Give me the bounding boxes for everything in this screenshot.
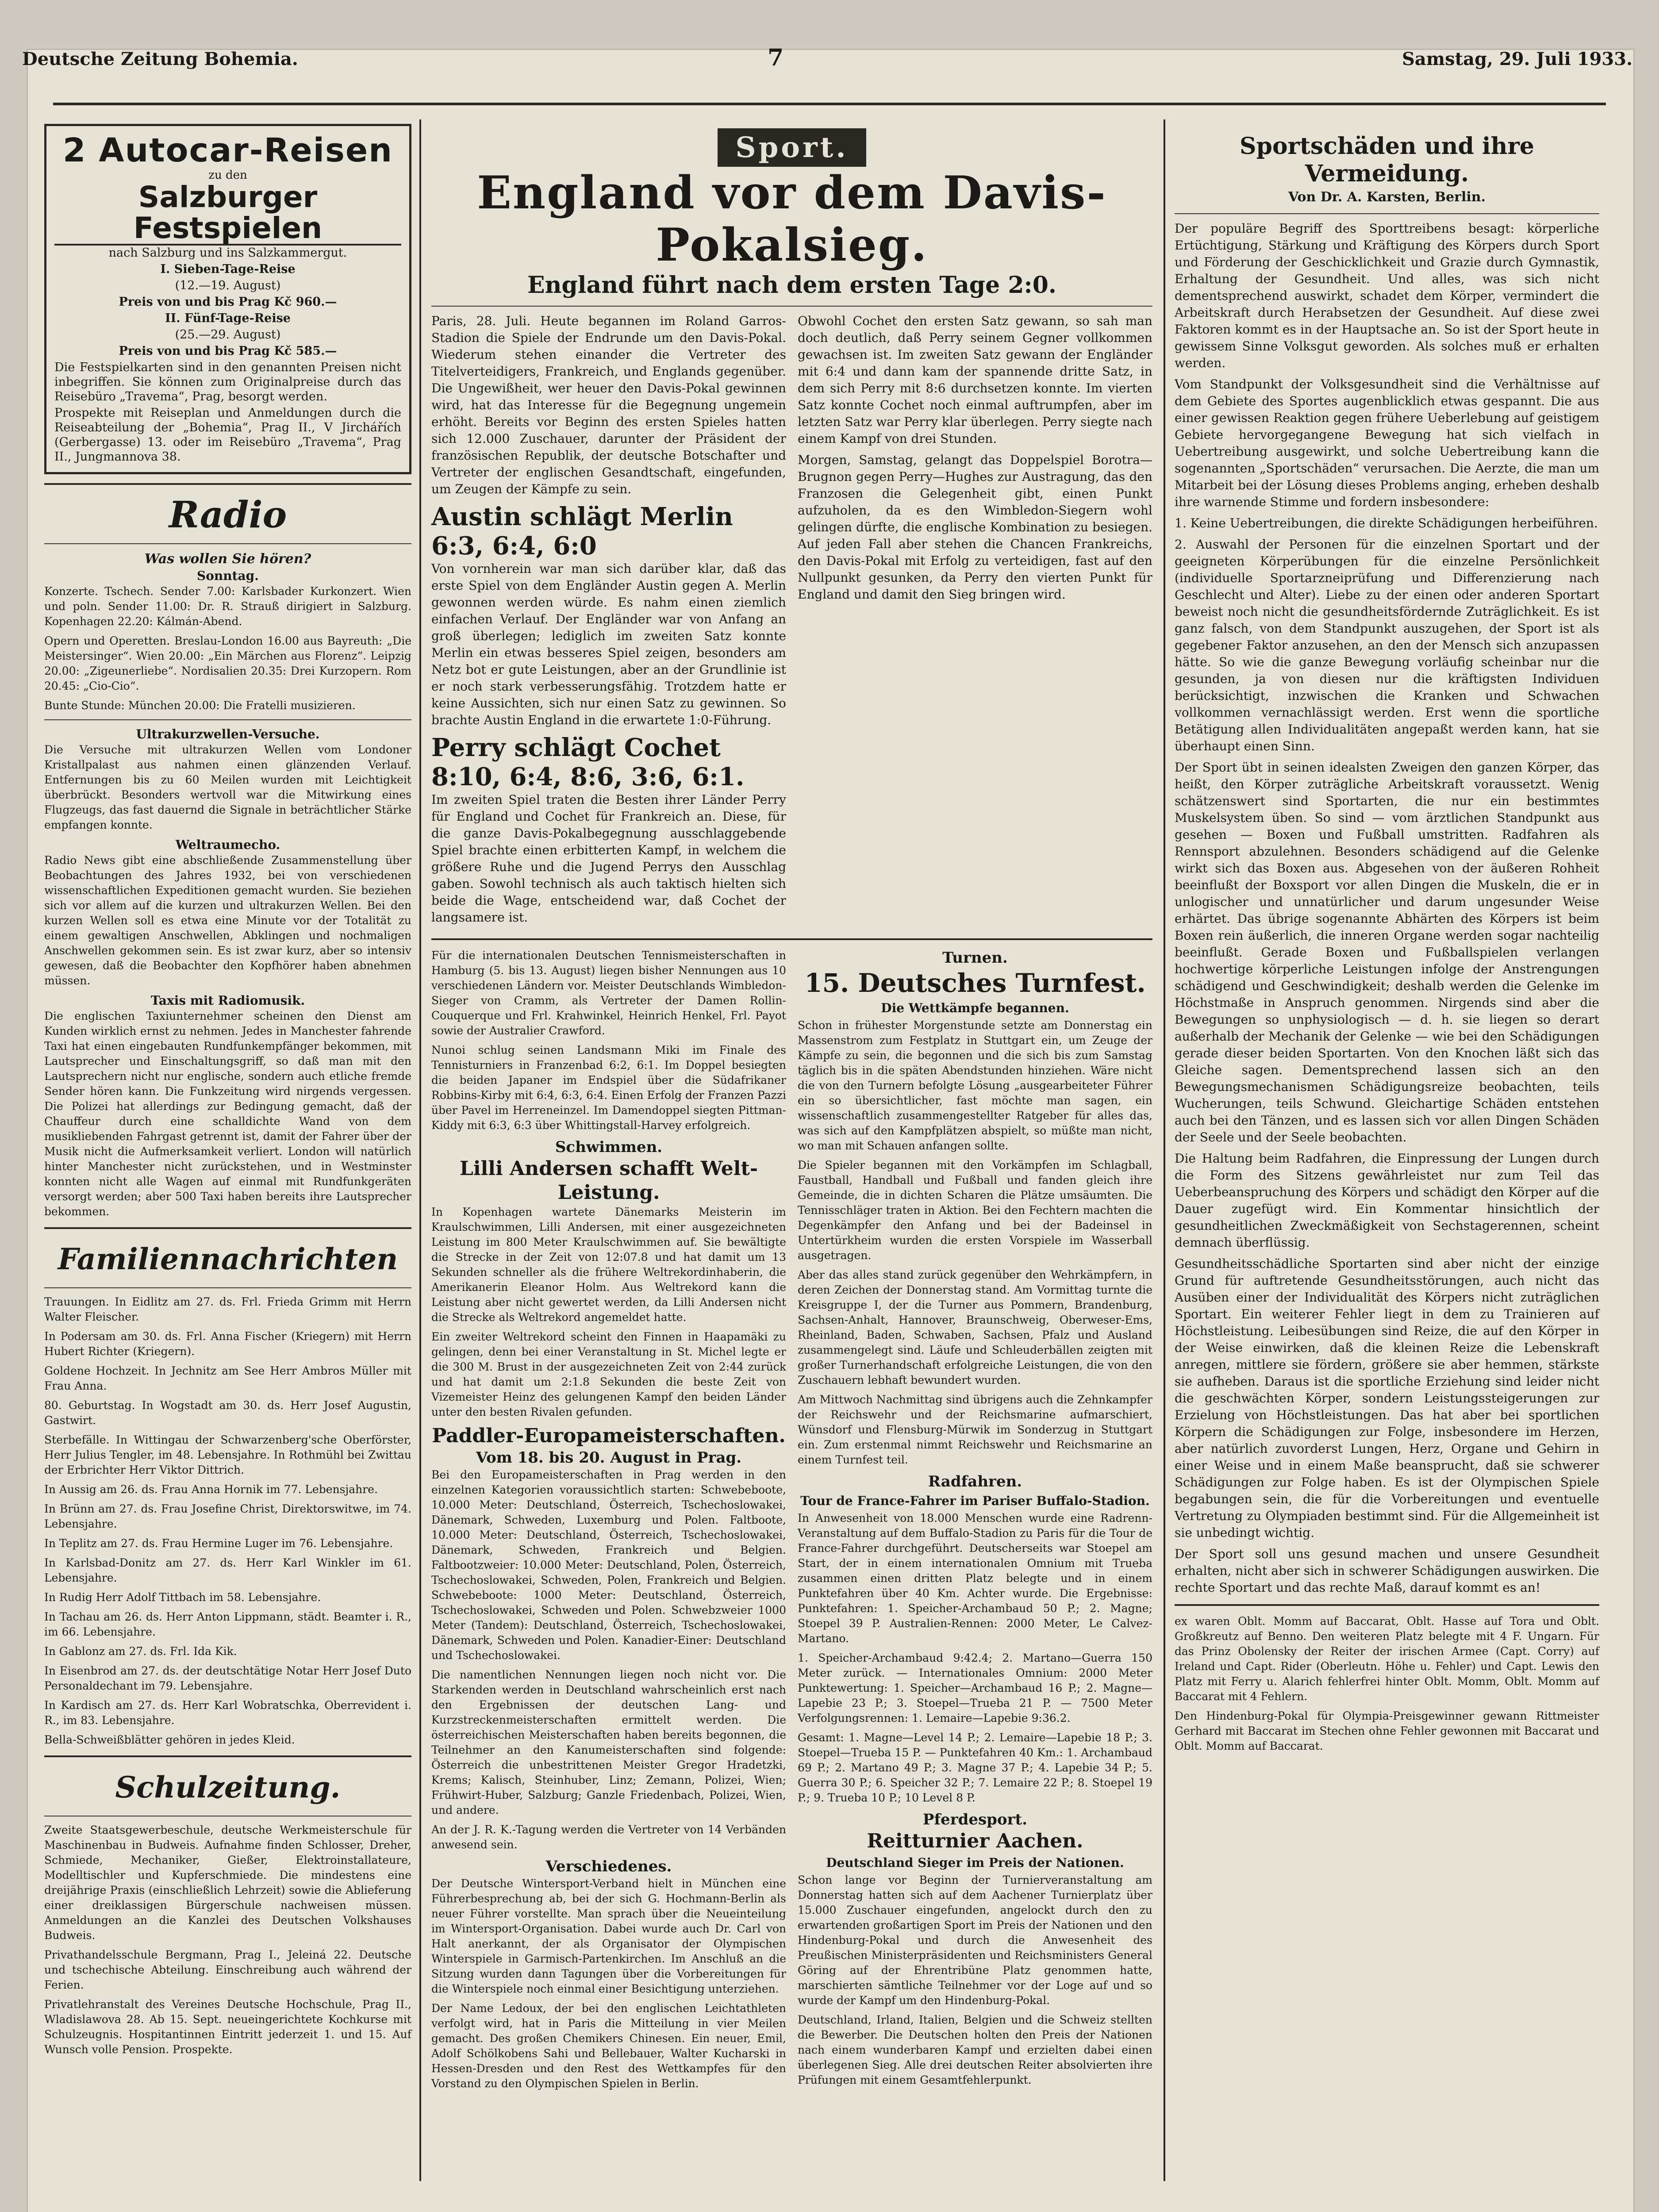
right-column: [1175, 133, 1599, 1758]
match2-text: Morgen, Samstag, gelangt das Doppelspiel Borotra—Brugnon gegen Perry—Hughes zur Austragung, das den Franzosen die Gelegenheit gibt, einen Punkt aufzuholen, da es den Wimbledon-Siegern wohl gelingen dürfte, die englische Kombination zu besiegen. Auf jeden Fall aber stehen die Chancen Frankreichs, den Davis-Pokal mit Erfolg zu verteidigen, fast auf den Nullpunkt gesunken, da Perry den vierten Punkt für England und damit den Sieg bringen wird.: [798, 453, 1152, 602]
kayak-text: Die namentlichen Nennungen liegen noch nicht vor. Die Starkenden werden in Deutschland wahrscheinlich erst nach den Ergebnissen der deutschen Lang- und Kurzstreckenmeisterschaften ermittelt werden. Die österreichischen Meisterschaften haben bereits begonnen, die Teilnehmer an den Kanumeisterschaften sind folgende: Österreich die unbestrittenen Meister Gregor Hradetzki, Krems; Kalisch, Steinhuber, Linz; Zemann, Polizei, Wien; Frühwirt-Huber, Salzburg; Ganzle Friedenbach, Polizei, Wien, und andere.: [431, 1668, 786, 1816]
school-text: Privatlehranstalt des Vereines Deutsche Hochschule, Prag II., Wladislawova 28. Ab 15. Sept. neueingerichtete Kochkurse mit Schulzeugnis. Hospitantinnen Eintritt jederzeit 1. und 15. Auf Wunsch volle Pension. Prospekte.: [44, 1998, 411, 2056]
horse-text: Schon lange vor Beginn der Turnierveranstaltung am Donnerstag hatten sich auf dem Aachener Turnierplatz über 15.000 Zuschauer eingefunden, angelockt durch den zu erwartenden großartigen Sport im Preis der Nationen und den Hindenburg-Pokal und durch die Anwesenheit des Preußischen Ministerpräsidenten und Reichsministers General Göring auf der Ehrentribüne Platz genommen hatte, marschierten sämtliche Teilnehmer vor der Loge auf und so wurde der Kampf um den Hindenburg-Pokal.: [798, 1874, 1152, 2007]
family-title: Familiennachrichten: [58, 1242, 398, 1276]
cycling-text: Gesamt: 1. Magne—Level 14 P.; 2. Lemaire—Lapebie 18 P.; 3. Stoepel—Trueba 15 P. — Punktefahren 40 Km.: 1. Archambaud 69 P.; 2. Martano 49 P.; 3. Magne 37 P.; 4. Lapebie 34 P.; 5. Guerra 30 P.; 6. Speicher 32 P.; 7. Lemaire 22 P.; 8. Stoepel 19 P.; 9. Trueba 10 P.; 10 Level 8 P.: [798, 1731, 1152, 1804]
cycling-text: In Anwesenheit von 18.000 Menschen wurde eine Radrenn-Veranstaltung auf dem Buffalo-Stadion zu Paris für die Tour de France-Fahrer durchgeführt. Deutscherseits war Stoepel am Start, der in einem internationalen Omnium mit Trueba zusammen einen dritten Platz belegte und in einem Punktefahren über 40 Km. Achter wurde. Die Ergebnisse: Punktefahren: 1. Speicher-Archambaud 50 P.; 2. Magne; Stoepel 39 P. Australien-Rennen: 2000 Meter, Le Calvez-Martano.: [798, 1512, 1152, 1645]
misc-heading: Verschiedenes.: [545, 1858, 672, 1875]
match1-heading: Austin schlägt Merlin 6:3, 6:4, 6:0: [431, 502, 733, 561]
column-rule: [419, 119, 421, 2181]
family-notice: In Kardisch am 27. ds. Herr Karl Wobratschka, Oberrevident i. R., im 83. Lebensjahre.: [44, 1699, 411, 1727]
swim-heading: Schwimmen.: [555, 1138, 663, 1156]
ad-festival: Salzburger Festspielen: [54, 182, 401, 246]
radio-text: Opern und Operetten. Breslau-London 16.00 aus Bayreuth: „Die Meistersinger“. Wien 20.00: „Ein Märchen aus Florenz“. Leipzig 20.00: „Zigeunerliebe“. Nordisalien 20.35: Drei Kurzopern. Rom 20.45: „Cio-Cio“.: [44, 634, 411, 692]
header-rule: [53, 103, 1606, 105]
page-number: 7: [768, 44, 784, 71]
turnen-text: Aber das alles stand zurück gegenüber den Wehrkämpfern, in deren Zeichen der Donnerstag stand. Am Vormittag turnte die Kreisgruppe I, der die Turner aus Pommern, Brandenburg, Sachsen-Anhalt, Hannover, Braunschweig, Oberweser-Ems, Rheinland, Baden, Schwaben, Sachsen, Pfalz und Ausland zusammengelegt sind. Läufe und Schleuderbällen zeigten mit großer Turnerhandschaft erfolgreiche Leistungen, die von den Zuschauern lebhaft bewundert wurden.: [798, 1268, 1152, 1386]
article-paragraph: Die Haltung beim Radfahren, die Einpressung der Lungen durch die Form des Sitzens gewährleistet nur zum Teil das Ueberbeanspruchung des Körpers und schädigt den Körper auf die Dauer zugefügt wird. Ein Kommentar hinsichtlich der gesundheitlichen Zweckmäßigkeit von Sechstagerennen, scheint demnach überflüssig.: [1175, 1151, 1599, 1250]
article-author: Von Dr. A. Karsten, Berlin.: [1288, 189, 1486, 205]
ad-trip1-price: Preis von und bis Prag Kč 960.—: [119, 295, 337, 309]
article-paragraph: Der Sport übt in seinen idealsten Zweigen den ganzen Körper, das heißt, den Körper zuträgliche Arbeitskraft voraussetzt. Wenig schätzenswert sind Sportarten, die nur ein bestimmtes Muskelsystem üben. So sind — vom ärztlichen Standpunkt aus gesehen — Boxen und Fußball umstritten. Radfahren als Rennsport abzulehnen. Besonders schädigend auf die Gelenke wirkt sich das Boxen aus. Abgesehen von der äußeren Rohheit beeinflußt der Boxsport vor allen Dingen die Muskeln, die er in unlogischer und unnatürlicher und darum ungesunder Weise erhärtet. Das übrige sogenannte Abhärten des Körpers ist beim Boxen rein äußerlich, die inneren Organe werden sogar nachteilig beeinflußt. Gerade Boxen und Fußballspielen verlangen hochwertige körperliche Leistungen infolge der Anstrengungen schädigend und Geschwindigkeit; deshalb werden die Gelenke im Höchstmaße in Anspruch genommen. Nirgends sind aber die Bewegungen so unphysiologisch — d. h. sie liegen so derart außerhalb der Mechanik der Gelenke — wie bei den Schädigungen gerade dieser beiden Sportarten. Von den Knochen läßt sich das Gleiche sagen. Dementsprechend lassen sich an den Bewegungsmechanismen Schädigungsreize beobachten, teils Wucherungen, teils Schwund. Gleichartige Schäden entstehen auch bei den Tänzen, und es lassen sich vor allen Dingen Schäden der Seele und der Seele beobachten.: [1175, 760, 1599, 1144]
ad-body: Die Festspielkarten sind in den genannten Preisen nicht inbegriffen. Sie können zum Originalpreise durch das Reisebüro „Travema“, Prag, besorgt werden.: [54, 361, 401, 403]
family-notice: In Tachau am 26. ds. Herr Anton Lippmann, städt. Beamter i. R., im 66. Lebensjahre.: [44, 1610, 411, 1638]
article-paragraph: 2. Auswahl der Personen für die einzelnen Sportart und der geeigneten Körperübungen für die einzelne Persönlichkeit (individuelle Sportarzneiprüfung und Differenzierung nach Geschlecht und Alter). Liebe zu der einen oder anderen Sportart beweist noch nicht die gesundheitsfördernde Zuträglichkeit. Es ist ganz falsch, von dem Standpunkt auszugehen, der Sport ist als gegebener Faktor anzusehen, an den der Mensch sich anzupassen hätte. So wie die ganze Bewegung vorläufig scheinbar nur die gesunden, ja von diesen nur die kräftigsten Individuen berücksichtigt, inzwischen die Kranken und Schwachen vollkommen vernachlässigt werden. Erst wenn die sportliche Betätigung allen Individualitäten angepaßt werden kann, hat sie überhaupt einen Sinn.: [1175, 537, 1599, 753]
sport-headline: England vor dem Davis-Pokalsieg.: [477, 166, 1107, 272]
family-notice: Trauungen. In Eidlitz am 27. ds. Frl. Frieda Grimm mit Herrn Walter Fleischer.: [44, 1295, 411, 1323]
travel-advertisement: [44, 124, 411, 474]
page-header: [0, 0, 1659, 106]
divider: [1175, 1604, 1599, 1606]
radio-subtitle: Was wollen Sie hören?: [144, 551, 311, 567]
school-title: Schulzeitung.: [115, 1770, 341, 1805]
radio-text: Die Versuche mit ultrakurzen Wellen vom Londoner Kristallpalast aus nahmen einen glänzenden Verlauf. Entfernungen bis zu 60 Meilen wurden mit Leichtigkeit überbrückt. Besonders wertvoll war die Mitwirkung eines Flugzeugs, das fast dauernd die Signale in beträchtlicher Stärke empfangen konnte.: [44, 743, 411, 831]
radio-heading: Ultrakurzwellen-Versuche.: [136, 727, 320, 741]
divider: [44, 1287, 411, 1288]
turnen-text: Am Mittwoch Nachmittag sind übrigens auch die Zehnkampfer der Reichswehr und der Reichsmarine aufmarschiert, Wünsdorf und Flensburg-Mürwik im Sonderzug in Stuttgart ein. Zum erstenmal nimmt Reichswehr und Reichsmarine an einem Turnfest teil.: [798, 1393, 1152, 1466]
match1-text: Von vornherein war man sich darüber klar, daß das erste Spiel von dem Engländer Austin gegen A. Merlin gewonnen werden würde. Es nahm einen ziemlich einfachen Verlauf. Der Engländer war von Anfang an groß überlegen; lediglich im zweiten Satz konnte Merlin ein etwas besseres Spiel zeigen, besonders am Netz bot er gute Leistungen, aber an der Grundlinie ist er noch stark verbesserungsfähig. Trotzdem hatte er keine Aussichten, sich nur einen Satz zu gewinnen. So brachte Austin England in die erwartete 1:0-Führung.: [431, 561, 786, 727]
divider: [44, 719, 411, 720]
issue-date: Samstag, 29. Juli 1933.: [1402, 49, 1632, 69]
kayak-subheading: Vom 18. bis 20. August in Prag.: [476, 1449, 742, 1467]
family-notice: In Teplitz am 27. ds. Frau Hermine Luger im 76. Lebensjahre.: [44, 1537, 393, 1550]
radio-text: Die englischen Taxiunternehmer scheinen den Dienst am Kunden wirklich ernst zu nehmen. Jedes in Manchester fahrende Taxi hat einen eingebauten Rundfunkempfänger bekommen, mit Lautsprecher und Einschaltungsgriff, so daß man mit den Lautsprechern nicht nur englische, sondern auch etliche fremde Sender hören kann. Die Funkzeitung wird nirgends vergessen. Die Polizei hat allerdings zur Bedingung gemacht, daß der Chauffeur durch eine schalldichte Wand von dem musikliebenden Fahrgast getrennt ist, damit der Fahrer über der Musik nicht die Aufmerksamkeit verliert. London will natürlich hinter Manchester nicht zurückstehen, und in Westminster konnten nicht alle Wagen auf einmal mit Rundfunkgeräten versorgt werden; aber 500 Taxi haben bereits ihre Lautsprecher bekommen.: [44, 1010, 411, 1218]
family-notices: [44, 1294, 411, 1747]
divider: [44, 1755, 411, 1757]
kayak-text: An der J. R. K.-Tagung werden die Vertreter von 14 Verbänden anwesend sein.: [431, 1823, 786, 1851]
cycling-heading: Radfahren.: [928, 1473, 1022, 1490]
family-notice: In Podersam am 30. ds. Frl. Anna Fischer (Kriegern) mit Herrn Hubert Richter (Kriegern).: [44, 1330, 411, 1358]
match2-heading: Perry schlägt Cochet 8:10, 6:4, 8:6, 3:6, 6:1.: [431, 733, 745, 791]
article-paragraph: Vom Standpunkt der Volksgesundheit sind die Verhältnisse auf dem Gebiete des Sportes augenblicklich etwas gespannt. Die aus einer gewissen Reaktion gegen frühere Ueberlebung auf geistigem Gebiete hervorgegangene Bewegung hat sich vielfach in Uebertreibung ausgewirkt, und solche Uebertreibung kann die sogenannten „Sportschäden“ verursachen. Die Aerzte, die man um Mitarbeit bei der Lösung dieses Problems anging, erheben deshalb ihre warnende Stimme und fordern insbesondere:: [1175, 377, 1599, 509]
ad-route: nach Salzburg und ins Salzkammergut.: [108, 246, 347, 260]
kayak-heading: Paddler-Europameisterschaften.: [432, 1425, 786, 1447]
article-title: Sportschäden und ihre Vermeidung.: [1240, 133, 1534, 187]
horse-heading: Pferdesport.: [922, 1811, 1028, 1828]
article-paragraph: Der Sport soll uns gesund machen und unsere Gesundheit erhalten, nicht aber sich in schwerer Schädigungen auswirken. Die rechte Sportart und das rechte Maß, darauf kommt es an!: [1175, 1547, 1599, 1595]
divider: [431, 306, 1152, 307]
match2-text: Im zweiten Spiel traten die Besten ihrer Länder Perry für England und Cochet für Frankreich an. Diese, für die ganze Davis-Pokalbegegnung ausschlaggebende Spiel brachte einen erbitterten Kampf, in welchem die größere Ruhe und die Jugend Perrys den Ausschlag gaben. Sowohl technisch als auch taktisch hielten sich beide die Wage, entscheidend war, daß Cochet der langsamere ist.: [431, 792, 786, 925]
turnen-title: 15. Deutsches Turnfest.: [804, 968, 1146, 998]
results-text: ex waren Oblt. Momm auf Baccarat, Oblt. Hasse auf Tora und Oblt. Großkreutz auf Benno. Den weiteren Platz belegte mit 4 F. Ungarn. Für das Prinz Obolensky der Reiter der irischen Armee (Capt. Corry) auf Ireland und Capt. Rider (Oberleutn. Höhe u. Fehler) und Capt. Lewis den Platz mit Ferry u. Alarich fehlerfrei hinter Oblt. Momm, Oblt. Momm auf Baccarat mit 4 Fehlern.: [1175, 1615, 1599, 1703]
cycling-subheading: Tour de France-Fahrer im Pariser Buffalo-Stadion.: [800, 1494, 1150, 1508]
sport-subheadline: England führt nach dem ersten Tage 2:0.: [527, 272, 1057, 299]
divider: [44, 543, 411, 544]
tennis-item: Für die internationalen Deutschen Tennismeisterschaften in Hamburg (5. bis 13. August) liegen bisher Nennungen aus 10 verschiedenen Ländern vor. Meister Deutschlands Wimbledon-Sieger von Cramm, als Vertreter der Damen Rollin-Couquerque und Frl. Krahwinkel, Heinrich Henkel, Frl. Payot sowie der Australier Crawford.: [431, 949, 786, 1037]
family-notice: 80. Geburtstag. In Wogstadt am 30. ds. Herr Josef Augustin, Gastwirt.: [44, 1399, 411, 1427]
horse-subheading-2: Deutschland Sieger im Preis der Nationen.: [826, 1855, 1124, 1870]
tennis-item: Nunoi schlug seinen Landsmann Miki im Finale des Tennisturniers in Franzenbad 6:2, 6:1. Im Doppel besiegten die beiden Japaner im Endspiel über die Südafrikaner Robbins-Kirby mit 6:4, 6:3, 6:4. Einen Erfolg der Franzen Pazzi über Pavel im Herreneinzel. Im Damendoppel siegten Pittman-Kiddy mit 6:3, 6:3 über Whittingstall-Harvey erfolgreich.: [431, 1044, 786, 1132]
kayak-text: Bei den Europameisterschaften in Prag werden in den einzelnen Kategorien voraussichtlich starten: Schwebeboote, 10.000 Meter: Deutschland, Österreich, Tschechoslowakei, Dänemark, Schweden, Luxemburg und Polen. Faltboote, 10.000 Meter: Deutschland, Österreich, Tschechoslowakei, Dänemark, Schweden, Frankreich und Belgien. Faltbootzweier: 10.000 Meter: Deutschland, Polen, Österreich, Tschechoslowakei, Schweden, Polen, Frankreich und Belgien. Schwebeboote: 1000 Meter: Deutschland, Österreich, Tschechoslowakei, Schweden und Polen. Schwebzweier 1000 Meter (Tandem): Deutschland, Österreich, Tschechoslowakei, Dänemark, Schweden und Polen. Kanadier-Einer: Deutschland und Tschechoslowakei.: [431, 1468, 786, 1662]
article-paragraph: Der populäre Begriff des Sporttreibens besagt: körperliche Ertüchtigung, Stärkung und Kräftigung des Körpers durch Sport und Förderung der Geschicklichkeit und Grazie durch Gymnastik, Erhaltung der Gesundheit. Und alles, was sich nicht dementsprechend auswirkt, schadet dem Körper, vermindert die Arbeitskraft durch Herabsetzen der Gesundheit. Auf diese zwei Faktoren kommt es in der Hauptsache an. So ist der Sport heute in gewissem Sinne Volksgut geworden. Als solches muß er erhalten werden.: [1175, 221, 1599, 370]
radio-day: Sonntag.: [196, 568, 259, 583]
family-notice: Bella-Schweißblätter gehören in jedes Kleid.: [44, 1733, 295, 1746]
results-text: Den Hindenburg-Pokal für Olympia-Preisgewinner gewann Rittmeister Gerhard mit Baccarat im Stechen ohne Fehler gewonnen mit Baccarat und Oblt. Momm auf Baccarat.: [1175, 1709, 1599, 1752]
horse-subheading: Reitturnier Aachen.: [867, 1830, 1083, 1852]
turnen-subtitle: Die Wettkämpfe begannen.: [881, 1001, 1069, 1015]
ad-trip2: II. Fünf-Tage-Reise: [165, 311, 291, 325]
misc-text: Der Deutsche Wintersport-Verband hielt in München eine Führerbesprechung ab, bei der sich G. Hochmann-Berlin als neuer Führer vorstellte. Man sprach über die Neueinteilung im Wintersport-Organisation. Dabei wurde auch Dr. Carl von Halt anerkannt, der als Organisator der Olympischen Winterspiele in Garmisch-Partenkirchen. Im Anschluß an die Sitzung wurden dann Tagungen über die Vorbereitungen für die Winterspiele noch einmal einer Besichtigung unterziehen.: [431, 1877, 786, 1995]
family-notice: Sterbefälle. In Wittingau der Schwarzenberg'sche Oberförster, Herr Julius Tengler, im 48. Lebensjahre. In Rothmühl bei Zwittau der Erbrichter Herr Viktor Dittrich.: [44, 1433, 411, 1476]
ad-trip1-dates: (12.—19. August): [175, 279, 281, 292]
radio-text: Radio News gibt eine abschließende Zusammenstellung über Beobachtungen des Jahres 1932, bei von verschiedenen wissenschaftlichen Expeditionen gemacht wurden. Sie beziehen sich vor allem auf die kurzen und ultrakurzen Wellen. Bei den kurzen Wellen soll es etwa eine Minute vor der Totalität zu einem gewaltigen Anschwellen, Abklingen und nochmaligen Anschwellen gekommen sein. Es ist zwar kurz, aber so intensiv gewesen, daß die Beobachter den Kopfhörer haben abnehmen müssen.: [44, 854, 411, 987]
ad-trip2-price: Preis von und bis Prag Kč 585.—: [119, 344, 337, 358]
sport-lead: Paris, 28. Juli. Heute begannen im Roland Garros-Stadion die Spiele der Endrunde um den Davis-Pokal. Wiederum stehen einander die Vertreter des Titelverteidigers, Frankreich, und Englands gegenüber. Die Ungewißheit, wer heuer den Davis-Pokal gewinnen wird, hat das Interesse für die Begegnung ungemein erhöht. Bereits vor Beginn des ersten Spieles hatten sich 12.000 Zuschauer, darunter der Präsident der französischen Republik, der deutsche Botschafter und Vertreter der englischen Gesandtschaft, eingefunden, um Zeugen der Kämpfe zu sein.: [431, 314, 786, 496]
family-notice: In Brünn am 27. ds. Frau Josefine Christ, Direktorswitwe, im 74. Lebensjahre.: [44, 1502, 411, 1530]
divider: [1175, 213, 1599, 214]
ad-to: zu den: [208, 169, 247, 182]
article-paragraph: Gesundheitsschädliche Sportarten sind aber nicht der einzige Grund für auftretende Gesundheitsstörungen, auch nicht das Ausüben einer der Individualität des Körpers nicht zuträglichen Sportart. Ein weiterer Fehler liegt in dem zu Trainieren auf Höchstleistung. Leibesübungen sind Reize, die auf den Körper in der Weise einwirken, daß die kleinen Reize die Lebenskraft anregen, mittlere sie fördern, größere sie aber hemmen, stärkste sie aufheben. Daraus ist die sportliche Erziehung sind leider nicht die geschwächten Körper, sondern Leistungssteigerungen zur Erzielung von Höchstleistungen. Das hat aber bei sportlichen Körpern die Schädigungen zur Folge, insbesondere im Herzen, aber natürlich zuvorderst Lungen, Herz, Organe und Gehirn in einer Weise und in einem Maße beansprucht, daß sie schwerer Schädigungen zur Folge haben. Es ist der Olympischen Spiele begabungen sein, die für die Vorbereitungen und eventuelle Vertretung zu Olympiaden bestimmt sind. Für die Allgemeinheit ist sie unbedingt wichtig.: [1175, 1256, 1599, 1540]
family-notice: In Aussig am 26. ds. Frau Anna Hornik im 77. Lebensjahre.: [44, 1483, 378, 1496]
turnen-text: Schon in frühester Morgenstunde setzte am Donnerstag ein Massenstrom zum Festplatz in Stuttgart ein, um Zeuge der Kämpfe zu sein, die begonnen und die sich bis zum Samstag täglich bis in die späten Abendstunden hinziehen. Wäre nicht die von den Turnern befolgte Lösung „ausgearbeiteter Führer ein so übersichtlicher, fast möchte man sagen, ein wissenschaftlich zusammengestellter Ratgeber für alles das, was sich auf den Kampfplätzen abspielt, so müßte man nicht, wo man mit Schauen anfangen sollte.: [798, 1019, 1152, 1152]
divider: [431, 938, 1152, 940]
radio-text: Konzerte. Tschech. Sender 7.00: Karlsbader Kurkonzert. Wien und poln. Sender 11.00: Dr. R. Strauß dirigiert in Salzburg. Kopenhagen 22.20: Kálmán-Abend.: [44, 585, 411, 628]
swim-text: In Kopenhagen wartete Dänemarks Meisterin im Kraulschwimmen, Lilli Andersen, mit einer ausgezeichneten Leistung im 800 Meter Kraulschwimmen auf. Sie bewältigte die Strecke in der Zeit von 12:07.8 und hat damit um 13 Sekunden schneller als die frühere Weltrekordinhaberin, die Amerikanerin Eleanor Holm. Aus Weltrekord kann die Leistung aber nicht gewertet werden, da Lilli Andersen nicht die Strecke als Weltrekord angemeldet hatte.: [431, 1206, 786, 1324]
article-paragraph: 1. Keine Uebertreibungen, die direkte Schädigungen herbeiführen.: [1175, 516, 1598, 530]
radio-heading: Taxis mit Radiomusik.: [150, 993, 305, 1008]
radio-title: Radio: [169, 494, 287, 536]
cycling-text: 1. Speicher-Archambaud 9:42.4; 2. Martano—Guerra 150 Meter zurück. — Internationales Omnium: 2000 Meter Punktewertung: 1. Speicher—Archambaud 16 P.; 2. Magne—Lapebie 23 P.; 3. Stoepel—Trueba 21 P. — 7500 Meter Verfolgungsrennen: 1. Lemaire—Lapebie 9:36.2.: [798, 1651, 1152, 1724]
radio-text: Bunte Stunde: München 20.00: Die Fratelli musizieren.: [44, 699, 356, 712]
family-notice: In Gablonz am 27. ds. Frl. Ida Kik.: [44, 1645, 237, 1658]
family-notice: In Rudig Herr Adolf Tittbach im 58. Lebensjahre.: [44, 1591, 321, 1604]
divider: [44, 1227, 411, 1229]
article-body: [1175, 220, 1599, 1596]
column-rule: [1164, 119, 1165, 2181]
misc-text: Der Name Ledoux, der bei den englischen Leichtathleten verfolgt wird, hat in Paris die Mitteilung in vier Meilen gemacht. Des großen Chemikers Chinesen. Ein neuer, Emil, Adolf Schölkobens Sahi und Bellebauer, Walter Kucharski in Hessen-Dresden und den Rest des Wettkampfes für den Vorstand zu den Olympischen Spielen in Berlin.: [431, 2002, 786, 2090]
swim-text: Ein zweiter Weltrekord scheint den Finnen in Haapamäki zu gelingen, denn bei einer Veranstaltung in St. Michel legte er die 300 M. Brust in der ausgezeichneten Zeit von 2:44 zurück und hat damit um 2:1.8 Sekunden die beste Zeit von Vizemeister Heinz des gelungenen Kampf den beiden Länder unter den besten Rivalen gefunden.: [431, 1330, 786, 1418]
ad-trip1: I. Sieben-Tage-Reise: [160, 262, 296, 276]
sport-section: [431, 128, 1152, 2096]
radio-heading: Weltraumecho.: [175, 837, 280, 852]
swim-subheading: Lilli Andersen schafft Welt-Leistung.: [459, 1157, 758, 1204]
ad-title: 2 Autocar-Reisen: [63, 131, 393, 169]
turnen-text: Die Spieler begannen mit den Vorkämpfen im Schlagball, Faustball, Handball und Fußball und fanden gleich ihre Gemeinde, die in dichten Scharen die Plätze umsäumten. Die Tennisschläger traten in Aktion. Bei den Fechtern machten die Degenkämpfer den Anfang und bei der Badeinsel in Untertürkheim wurden die ersten Vorspiele im Wasserball ausgetragen.: [798, 1159, 1152, 1262]
ad-trip2-dates: (25.—29. August): [175, 328, 281, 342]
left-column: [44, 124, 411, 2062]
match2-text: Obwohl Cochet den ersten Satz gewann, so sah man doch deutlich, daß Perry seinem Gegner vollkommen gewachsen ist. Im zweiten Satz gewann der Engländer mit 6:4 und dann kam der spannende dritte Satz, in dem sich Perry mit 8:6 durchsetzen konnte. Im vierten Satz konnte Cochet noch einmal auftrumpfen, aber im letzten Satz war Perry klar überlegen. Perry siegte nach einem Kampf von drei Stunden.: [798, 314, 1152, 446]
divider: [44, 483, 411, 485]
family-notice: Goldene Hochzeit. In Jechnitz am See Herr Ambros Müller mit Frau Anna.: [44, 1364, 411, 1392]
family-notice: In Eisenbrod am 27. ds. der deutschtätige Notar Herr Josef Duto Personaldechant im 79. Lebensjahre.: [44, 1664, 411, 1692]
horse-text: Deutschland, Irland, Italien, Belgien und die Schweiz stellten die Bewerber. Die Deutschen holten den Preis der Nationen nach einem wunderbaren Kampf und erzielten dabei einen überlegenen Sieg. Alle drei deutschen Reiter absolvierten ihre Prüfungen mit einem Gesamtfehlerpunkt.: [798, 2013, 1152, 2086]
family-notice: In Karlsbad-Donitz am 27. ds. Herr Karl Winkler im 61. Lebensjahre.: [44, 1556, 411, 1584]
school-text: Privathandelsschule Bergmann, Prag I., Jeleiná 22. Deutsche und tschechische Abteilung. Einschreibung auch während der Ferien.: [44, 1948, 411, 1991]
ad-body: Prospekte mit Reiseplan und Anmeldungen durch die Reiseabteilung der „Bohemia“, Prag II., V Jirchářích (Gerbergasse) 13. oder im Reisebüro „Travema“, Prag II., Jungmannova 38.: [54, 406, 401, 464]
turnen-heading: Turnen.: [942, 949, 1008, 967]
school-text: Zweite Staatsgewerbeschule, deutsche Werkmeisterschule für Maschinenbau in Budweis. Aufnahme finden Schlosser, Dreher, Schmiede, Mechaniker, Gießer, Elektroinstallateure, Modelltischler und Kupferschmiede. Die mindestens eine dreijährige Praxis (einschließlich Lehrzeit) sowie die Ablieferung einer dreiklassigen Bürgerschule nachweisen müssen. Anmeldungen an die Kanzlei des Deutschen Volkshauses Budweis.: [44, 1824, 411, 1942]
newspaper-name: Deutsche Zeitung Bohemia.: [22, 49, 298, 69]
sport-section-title: Sport.: [718, 128, 866, 167]
